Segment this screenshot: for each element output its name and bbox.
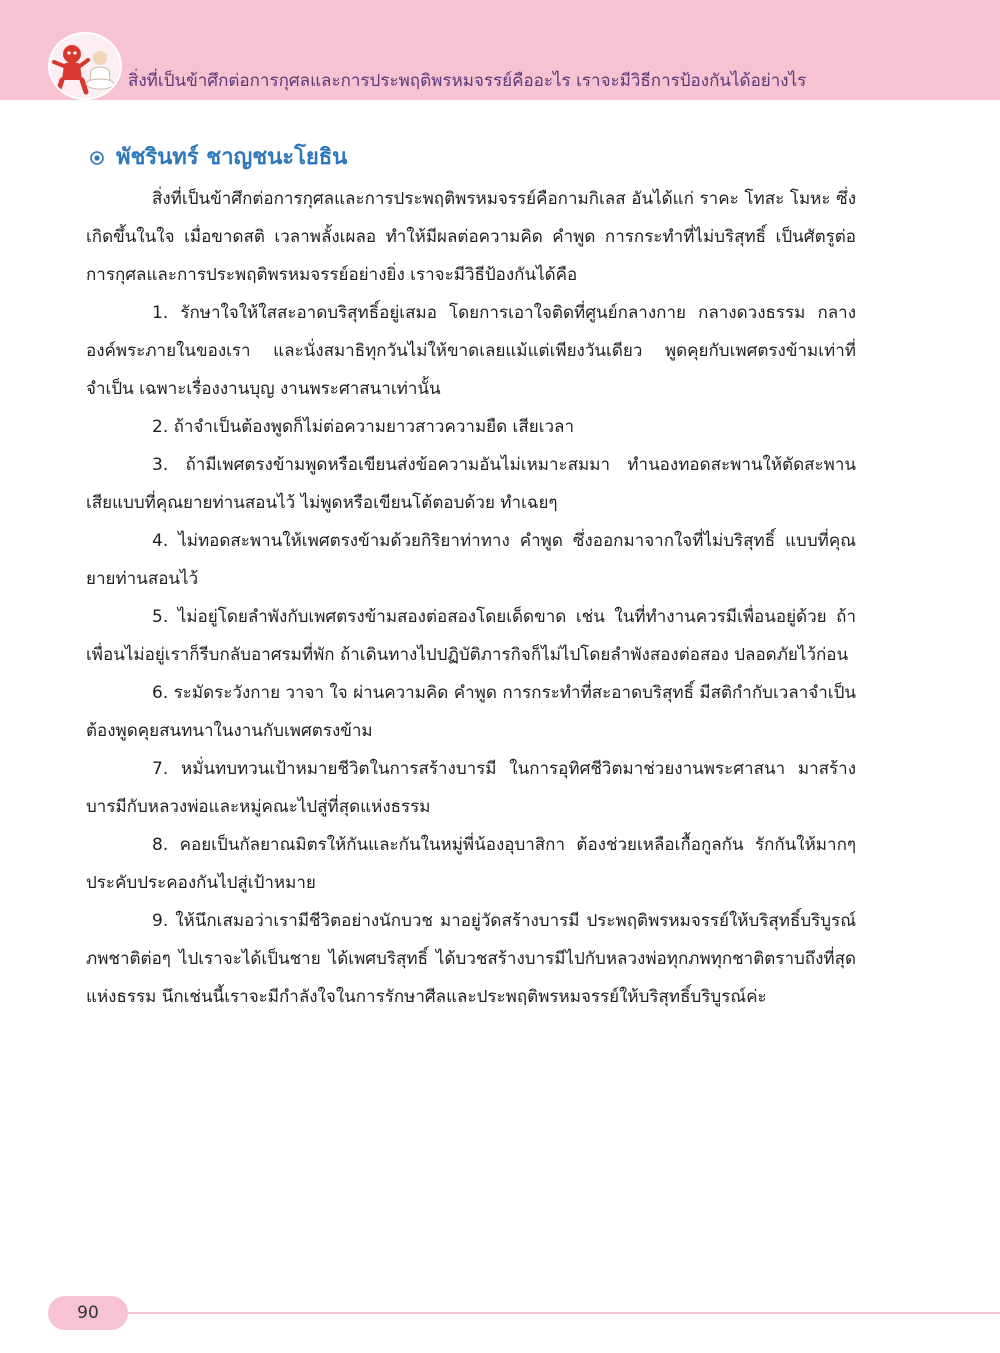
footer-divider (128, 1312, 1000, 1314)
list-item: 7. หมั่นทบทวนเป้าหมายชีวิตในการสร้างบารมี ในการอุทิศชีวิตมาช่วยงานพระศาสนา มาสร้างบารมีกับหลวงพ่อและหมู่คณะไปสู่ที่สุดแห่งธรรม (86, 759, 856, 817)
list-item: 2. ถ้าจำเป็นต้องพูดก็ไม่ต่อความยาวสาวความยืด เสียเวลา (152, 417, 575, 437)
list-item: 6. ระมัดระวังกาย วาจา ใจ ผ่านความคิด คำพูด การกระทำที่สะอาดบริสุทธิ์ มีสติกำกับเวลาจำเป็นต้องพูดคุยสนทนาในงานกับเพศตรงข้าม (86, 683, 856, 741)
list-item: 9. ให้นึกเสมอว่าเรามีชีวิตอย่างนักบวช มาอยู่วัดสร้างบารมี ประพฤติพรหมจรรย์ให้บริสุทธิ์บริบูรณ์ ภพชาติต่อๆ ไปเราจะได้เป็นชาย ได้เพศบริสุทธิ์ ได้บวชสร้างบารมีไปกับหลวงพ่อทุกภพทุกชาติตราบถึงที่สุดแห่งธรรม นึกเช่นนี้เราจะมีกำลังใจในการรักษาศีลและประพฤติพรหมจรรย์ให้บริสุทธิ์บริบูรณ์ค่ะ (86, 911, 856, 1007)
article-body (86, 138, 856, 1016)
author-name: พัชรินทร์ ชาญชนะโยธิน (116, 145, 348, 170)
double-circle-bullet-icon (90, 151, 104, 165)
list-item: 8. คอยเป็นกัลยาณมิตรให้กันและกันในหมู่พี่น้องอุบาสิกา ต้องช่วยเหลือเกื้อกูลกัน รักกันให้มากๆ ประคับประคองกันไปสู่เป้าหมาย (86, 835, 856, 893)
list-item: 1. รักษาใจให้ใสสะอาดบริสุทธิ์อยู่เสมอ โดยการเอาใจติดที่ศูนย์กลางกาย กลางดวงธรรม กลางองค์พระภายในของเรา และนั่งสมาธิทุกวันไม่ให้ขาดเลยแม้แต่เพียงวันเดียว พูดคุยกับเพศตรงข้ามเท่าที่จำเป็น เฉพาะเรื่องงานบุญ งานพระศาสนาเท่านั้น (86, 303, 856, 399)
list-item: 3. ถ้ามีเพศตรงข้ามพูดหรือเขียนส่งข้อความอันไม่เหมาะสมมา ทำนองทอดสะพานให้ตัดสะพานเสียแบบที่คุณยายท่านสอนไว้ ไม่พูดหรือเขียนโต้ตอบด้วย ทำเฉยๆ (86, 455, 856, 513)
header-title: สิ่งที่เป็นข้าศึกต่อการกุศลและการประพฤติพรหมจรรย์คืออะไร เราจะมีวิธีการป้องกันได้อย่างไร (128, 71, 807, 91)
list-item: 5. ไม่อยู่โดยลำพังกับเพศตรงข้ามสองต่อสองโดยเด็ดขาด เช่น ในที่ทำงานควรมีเพื่อนอยู่ด้วย ถ้าเพื่อนไม่อยู่เราก็รีบกลับอาศรมที่พัก ถ้าเดินทางไปปฏิบัติภารกิจก็ไม่ไปโดยลำพังสองต่อสอง ปลอดภัยไว้ก่อน (86, 607, 856, 665)
cartoon-mascot-icon (48, 32, 122, 100)
author-heading (86, 138, 856, 178)
list-item: 4. ไม่ทอดสะพานให้เพศตรงข้ามด้วยกิริยาท่าทาง คำพูด ซึ่งออกมาจากใจที่ไม่บริสุทธิ์ แบบที่คุณยายท่านสอนไว้ (86, 531, 856, 589)
page-number: 90 (77, 1303, 99, 1323)
intro-paragraph: สิ่งที่เป็นข้าศึกต่อการกุศลและการประพฤติพรหมจรรย์คือกามกิเลส อันได้แก่ ราคะ โทสะ โมหะ ซึ่งเกิดขึ้นในใจ เมื่อขาดสติ เวลาพลั้งเผลอ ทำให้มีผลต่อความคิด คำพูด การกระทำที่ไม่บริสุทธิ์ เป็นศัตรูต่อการกุศลและการประพฤติพรหมจรรย์อย่างยิ่ง เราจะมีวิธีป้องกันได้คือ (86, 189, 856, 285)
